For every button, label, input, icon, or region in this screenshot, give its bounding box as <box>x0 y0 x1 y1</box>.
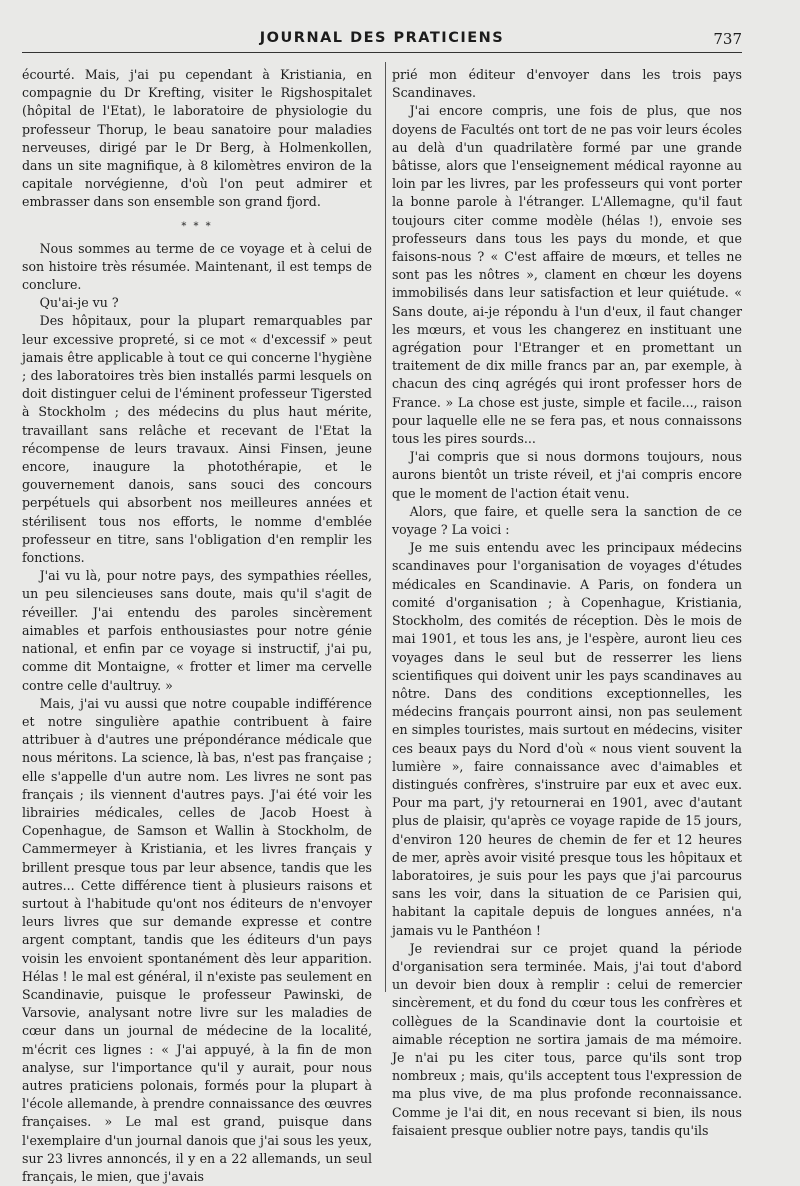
page-number: 737 <box>713 30 742 48</box>
paragraph: J'ai compris que si nous dormons toujours, nous aurons bientôt un triste réveil, et j'ai compris encore que le moment de l'action était venu. <box>392 449 742 501</box>
page-header <box>22 30 742 53</box>
paragraph: J'ai encore compris, une fois de plus, que nos doyens de Facultés ont tort de ne pas voir leurs écoles au delà d'un quadrilatère formé par une grande bâtisse, alors que l'enseignement médical rayonne au loin par les livres, par les professeurs qui vont porter la bonne parole à l'étranger. L'Allemagne, qu'il faut toujours citer comme modèle (hélas !), envoie ses professeurs dans tous les pays du monde, et que faisons-nous ? « C'est affaire de mœurs, et telles ne sont pas les nôtres », clament en chœur les doyens immobilisés dans leur satisfaction et leur quiétude. « Sans doute, ai-je répondu à l'un d'eux, il faut changer les mœurs, et vous les changerez en instituant une agrégation pour l'Etranger et en promettant un traitement de dix mille francs par an, par exemple, à chacun des cinq agrégés qui iront professer hors de France. » La chose est juste, simple et facile..., raison pour laquelle elle ne se fera pas, et nous connaissons tous les pires sourds... <box>392 103 742 447</box>
paragraph: prié mon éditeur d'envoyer dans les trois pays Scandinaves. <box>392 67 742 101</box>
paragraph: Mais, j'ai vu aussi que notre coupable indifférence et notre singulière apathie contribuent à faire attribuer à d'autres une prépondérance médicale que nous méritons. La science, là bas, n'est pas française ; elle s'appelle d'un autre nom. Les livres ne sont pas français ; ils viennent d'autres pays. J'ai été voir les librairies médicales, celles de Jacob Hoest à Copenhague, de Samson et Wallin à Stockholm, de Cammermeyer à Kristiania, et les livres français y brillent presque tous par leur absence, tandis que les autres... Cette différence tient à plusieurs raisons et surtout à l'habitude qu'ont nos éditeurs de n'envoyer leurs livres que sur demande expresse et contre argent comptant, tandis que les éditeurs d'un pays voisin les envoient spontanément dès leur apparition. Hélas ! le mal est général, il n'existe pas seulement en Scandinavie, puisque le professeur Pawinski, de Varsovie, analysant notre livre sur les maladies de cœur dans un journal de médecine de la localité, m'écrit ces lignes : « J'ai appuyé, à la fin de mon analyse, sur l'importance qu'il y aurait, pour nous autres praticiens polonais, formés pour la plupart à l'école allemande, à prendre connaissance des œuvres françaises. » Le mal est grand, puisque dans l'exemplaire d'un journal danois que j'ai sous les yeux, sur 23 livres annoncés, il y en a 22 allemands, un seul français, le mien, que j'avais <box>22 695 372 1184</box>
paragraph: Alors, que faire, et quelle sera la sanction de ce voyage ? La voici : <box>392 503 742 538</box>
right-column <box>392 66 742 1140</box>
left-column <box>22 66 372 1186</box>
paragraph: Des hôpitaux, pour la plupart remarquables par leur excessive propreté, si ce mot « d'excessif » peut jamais être applicable à tout ce qui concerne l'hygiène ; des laboratoires très bien installés parmi lesquels on doit distinguer celui de l'éminent professeur Tigersted à Stockholm ; des médecins du plus haut mérite, travaillant sans relâche et recevant de l'Etat la récompense de leurs travaux. Ainsi Finsen, jeune encore, inaugure la photothérapie, et le gouvernement danois, sans souci des concours perpétuels qui absorbent nos meilleures années et stérilisent tous nos efforts, le nomme d'emblée professeur en titre, sans l'obligation d'en remplir les fonctions. <box>22 313 372 566</box>
paragraph: Je me suis entendu avec les principaux médecins scandinaves pour l'organisation de voyages d'études médicales en Scandinavie. A Paris, on fondera un comité d'organisation ; à Copenhague, Kristiania, Stockholm, des comités de réception. Dès le mois de mai 1901, et tous les ans, je l'espère, auront lieu ces voyages dans le seul but de resserrer les liens scientifiques qui doivent unir les pays scandinaves au nôtre. Dans des conditions exceptionnelles, les médecins français pourront ainsi, non pas seulement en simples touristes, mais surtout en médecins, visiter ces beaux pays du Nord d'où « nous vient souvent la lumière », faire connaissance avec d'aimables et distingués confrères, s'instruire par eux et avec eux. Pour ma part, j'y retournerai en 1901, avec d'autant plus de plaisir, qu'après ce voyage rapide de 15 jours, d'environ 120 heures de chemin de fer et 12 heures de mer, après avoir visité presque tous les hôpitaux et laboratoires, je suis pour les pays que j'ai parcourus sans les voir, dans la situation de ce Parisien qui, habitant la capitale depuis de longues années, n'a jamais vu le Panthéon ! <box>392 540 742 938</box>
paragraph: Je reviendrai sur ce projet quand la période d'organisation sera terminée. Mais, j'ai tout d'abord un devoir bien doux à remplir : celui de remercier sincèrement, et du fond du cœur tous les confrères et collègues de la Scandinavie dont la courtoisie et aimable réception ne sortira jamais de ma mémoire. Je n'ai pu les citer tous, parce qu'ils sont trop nombreux ; mais, qu'ils acceptent tous l'expression de ma plus vive, de ma plus profonde reconnaissance. Comme je l'ai dit, en nous recevant si bien, ils nous faisaient presque oublier notre pays, tandis qu'ils <box>392 940 742 1138</box>
paragraph: Qu'ai-je vu ? <box>39 295 119 311</box>
column-divider <box>385 62 386 992</box>
section-separator: * * * <box>181 220 213 232</box>
paragraph: Nous sommes au terme de ce voyage et à celui de son histoire très résumée. Maintenant, il est temps de conclure. <box>22 240 372 293</box>
paragraph: J'ai vu là, pour notre pays, des sympathies réelles, un peu silencieuses sans doute, mais qu'il s'agit de réveiller. J'ai entendu des paroles sincèrement aimables et parfois enthousiastes pour notre génie national, et enfin par ce voyage si instructif, j'ai pu, comme dit Montaigne, « frotter et limer ma cervelle contre celle d'aultruy. » <box>22 568 372 693</box>
paragraph: écourté. Mais, j'ai pu cependant à Kristiania, en compagnie du Dr Krefting, visiter le Rigshospitalet (hôpital de l'Etat), le laboratoire de physiologie du professeur Thorup, le beau sanatoire pour maladies nerveuses, dirigé par le Dr Berg, à Holmenkollen, dans un site magnifique, à 8 kilomètres environ de la capitale norvégienne, d'où l'on peut admirer et embrasser dans son ensemble son grand fjord. <box>22 67 372 210</box>
running-title: JOURNAL DES PRATICIENS <box>259 30 505 46</box>
